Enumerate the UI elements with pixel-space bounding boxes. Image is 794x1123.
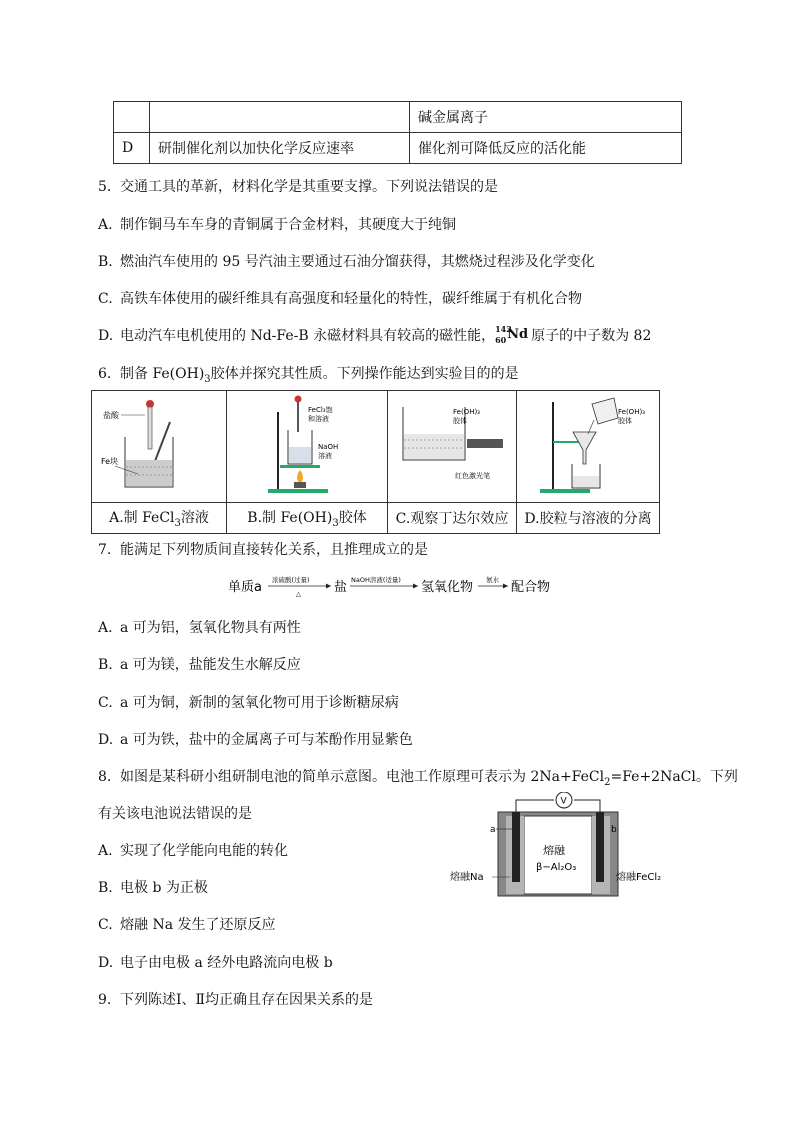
option-label: A. — [98, 217, 113, 233]
image-row — [92, 391, 660, 503]
option-text: 电子由电极 a 经外电路流向电极 b — [120, 955, 333, 971]
tyndall-effect-illustration — [389, 392, 515, 497]
option-c — [98, 914, 276, 934]
subscript: 3 — [204, 373, 211, 385]
option-label: C. — [98, 917, 113, 933]
caption-row — [92, 503, 660, 534]
question-text: 下列陈述Ⅰ、Ⅱ均正确且存在因果关系的是 — [120, 992, 374, 1008]
option-a — [98, 617, 301, 637]
option-label: B. — [98, 254, 113, 270]
question-text: 如图是某科研小组研制电池的简单示意图。电池工作原理可表示为 2Na+FeCl — [120, 769, 605, 785]
option-label: A. — [98, 620, 113, 636]
option-label: A. — [98, 843, 113, 859]
option-a — [98, 840, 288, 860]
svg-text:β−Al₂O₃: β−Al₂O₃ — [536, 862, 577, 873]
question-number: 6. — [98, 366, 112, 382]
question-text: 能满足下列物质间直接转化关系，且推理成立的是 — [120, 542, 428, 558]
experiment-d-image — [517, 391, 660, 503]
svg-text:盐酸: 盐酸 — [103, 411, 119, 420]
caption-b: B.制 $Fe(OH)_3$胶体 — [227, 503, 388, 534]
option-label: D. — [98, 955, 114, 971]
question-8-stem-cont — [98, 803, 252, 823]
option-d — [98, 729, 413, 749]
table-cell: 碱金属离子 — [410, 102, 682, 133]
svg-text:熔融Na: 熔融Na — [450, 872, 484, 883]
question-5-stem — [98, 176, 498, 196]
hcl-iron-beaker-illustration — [93, 392, 225, 497]
question-number: 8. — [98, 769, 112, 785]
experiment-a-image — [92, 391, 227, 503]
svg-text:和溶液: 和溶液 — [308, 415, 329, 423]
experiment-table — [91, 390, 660, 534]
svg-text:V: V — [560, 796, 567, 807]
question-text: 制备 Fe(OH) — [120, 366, 205, 382]
option-label: D. — [98, 732, 114, 748]
question-7-stem — [98, 539, 428, 559]
option-text: a 可为铁，盐中的金属离子可与苯酚作用显紫色 — [120, 732, 413, 748]
svg-text:△: △ — [296, 590, 301, 598]
option-label: D. — [98, 328, 114, 344]
caption-a: A.制 FeCl$_3$溶液 — [92, 503, 227, 534]
option-b — [98, 877, 208, 897]
colloid-heating-illustration — [228, 392, 386, 497]
question-text: 有关该电池说法错误的是 — [98, 806, 252, 822]
option-label: C. — [98, 695, 113, 711]
option-label: B. — [98, 880, 113, 896]
svg-text:b: b — [611, 825, 617, 835]
option-d — [98, 325, 651, 345]
filtration-illustration — [518, 392, 658, 497]
svg-text:a: a — [490, 825, 496, 835]
table-cell: 催化剂可降低反应的活化能 — [410, 133, 682, 164]
option-text: 电极 b 为正极 — [120, 880, 208, 896]
svg-text:红色激光笔: 红色激光笔 — [455, 472, 490, 480]
option-text: 熔融 Na 发生了还原反应 — [120, 917, 276, 933]
table-cell: D — [114, 133, 150, 164]
option-text: a 可为铜，新制的氢氧化物可用于诊断糖尿病 — [120, 695, 399, 711]
option-b — [98, 654, 301, 674]
svg-text:氨水: 氨水 — [486, 576, 499, 584]
question-number: 5. — [98, 179, 112, 195]
svg-text:氢氧化物: 氢氧化物 — [421, 580, 474, 595]
option-text: 制作铜马车车身的青铜属于合金材料，其硬度大于纯铜 — [120, 217, 456, 233]
experiment-c-image — [388, 391, 517, 503]
option-text: 燃油汽车使用的 95 号汽油主要通过石油分馏获得，其燃烧过程涉及化学变化 — [120, 254, 595, 270]
svg-text:Fe块: Fe块 — [101, 457, 119, 466]
svg-text:胶体: 胶体 — [453, 417, 467, 425]
experiment-b-image — [227, 391, 388, 503]
question-6-stem — [98, 363, 519, 385]
svg-text:胶体: 胶体 — [618, 417, 632, 425]
table-cell — [114, 102, 150, 133]
table-row — [114, 102, 682, 133]
svg-text:配合物: 配合物 — [511, 580, 551, 595]
option-text: 电动汽车电机使用的 Nd-Fe-B 永磁材料具有较高的磁性能， — [120, 328, 496, 344]
option-c — [98, 692, 399, 712]
caption-d: D.胶粒与溶液的分离 — [517, 503, 660, 534]
nuclide-notation: 142 60 Nd — [495, 324, 529, 345]
option-a — [98, 214, 456, 234]
question-text: =Fe+2NaCl。下列 — [610, 769, 738, 785]
svg-text:熔融FeCl₂: 熔融FeCl₂ — [616, 872, 662, 883]
battery-diagram — [448, 792, 678, 902]
question-text: 交通工具的革新，材料化学是其重要支撑。下列说法错误的是 — [120, 179, 498, 195]
caption-c: C.观察丁达尔效应 — [388, 503, 517, 534]
svg-text:NaOH溶液(适量): NaOH溶液(适量) — [351, 576, 401, 584]
svg-text:Fe(OH)₃: Fe(OH)₃ — [453, 408, 480, 416]
option-text: 实现了化学能向电能的转化 — [120, 843, 288, 859]
question-9-stem — [98, 989, 373, 1009]
option-d — [98, 952, 333, 972]
option-text: a 可为铝，氢氧化物具有两性 — [120, 620, 301, 636]
option-text: 原子的中子数为 82 — [531, 328, 652, 344]
svg-text:溶液: 溶液 — [318, 452, 332, 460]
svg-text:FeCl₃饱: FeCl₃饱 — [308, 406, 333, 414]
svg-text:NaOH: NaOH — [318, 443, 339, 451]
option-text: a 可为镁，盐能发生水解反应 — [120, 657, 301, 673]
answer-table-fragment — [113, 101, 682, 164]
question-number: 9. — [98, 992, 112, 1008]
option-text: 高铁车体使用的碳纤维具有高强度和轻量化的特性，碳纤维属于有机化合物 — [120, 291, 582, 307]
svg-text:熔融: 熔融 — [543, 844, 565, 857]
table-cell — [150, 102, 410, 133]
svg-text:浓硫酸(过量): 浓硫酸(过量) — [272, 576, 310, 584]
option-b — [98, 251, 595, 271]
svg-text:盐: 盐 — [334, 580, 348, 595]
option-c — [98, 288, 582, 308]
svg-text:Fe(OH)₃: Fe(OH)₃ — [618, 408, 645, 416]
svg-text:单质a: 单质a — [228, 580, 262, 595]
option-label: B. — [98, 657, 113, 673]
table-cell: 研制催化剂以加快化学反应速率 — [150, 133, 410, 164]
conversion-chain — [228, 572, 558, 600]
table-row — [114, 133, 682, 164]
question-text: 胶体并探究其性质。下列操作能达到实验目的的是 — [210, 366, 519, 382]
option-label: C. — [98, 291, 113, 307]
question-8-stem — [98, 766, 738, 788]
question-number: 7. — [98, 542, 112, 558]
subscript: 2 — [604, 776, 611, 788]
